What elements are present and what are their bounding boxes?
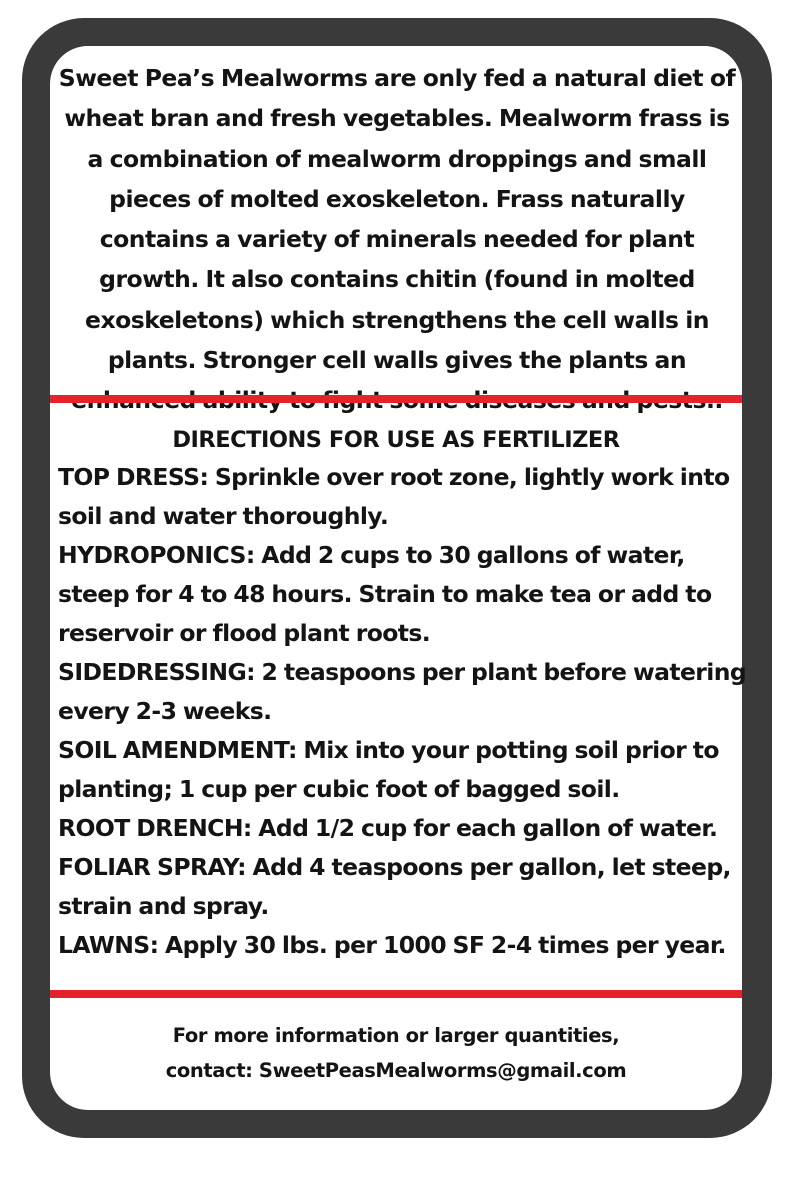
directions-heading: DIRECTIONS FOR USE AS FERTILIZER [172, 427, 620, 453]
direction-lawns: LAWNS: Apply 30 lbs. per 1000 SF 2-4 times per year. [58, 931, 726, 959]
directions-list [58, 458, 748, 965]
direction-soil-amendment: SOIL AMENDMENT: Mix into your potting soil prior to planting; 1 cup per cubic foot of bagged soil. [58, 736, 719, 803]
contact-line-email: contact: SweetPeasMealworms@gmail.com [165, 1059, 627, 1082]
direction-foliar-spray: FOLIAR SPRAY: Add 4 teaspoons per gallon, let steep, strain and spray. [58, 853, 731, 920]
direction-root-drench: ROOT DRENCH: Add 1/2 cup for each gallon of water. [58, 814, 718, 842]
red-divider-top [50, 395, 742, 403]
direction-top-dress: TOP DRESS: Sprinkle over root zone, lightly work into soil and water thoroughly. [58, 463, 730, 530]
contact-block [50, 1018, 742, 1088]
intro-paragraph: Sweet Pea’s Mealworms are only fed a natural diet of wheat bran and fresh vegetables. Mealworm frass is a combination of mealworm droppings and small pieces of molted exoskeleton. Frass naturally contains a variety of minerals needed for plant growth. It also contains chitin (found in molted exoskeletons) which strengthens the cell walls in plants. Stronger cell walls gives the plants an [58, 64, 736, 375]
direction-hydroponics: HYDROPONICS: Add 2 cups to 30 gallons of water, steep for 4 to 48 hours. Strain to make tea or add to reservoir or flood plant roots. [58, 541, 712, 647]
contact-line-info: For more information or larger quantities, [172, 1024, 620, 1047]
direction-sidedressing: SIDEDRESSING: 2 teaspoons per plant before watering every 2-3 weeks. [58, 658, 747, 725]
red-divider-bottom [50, 990, 742, 998]
